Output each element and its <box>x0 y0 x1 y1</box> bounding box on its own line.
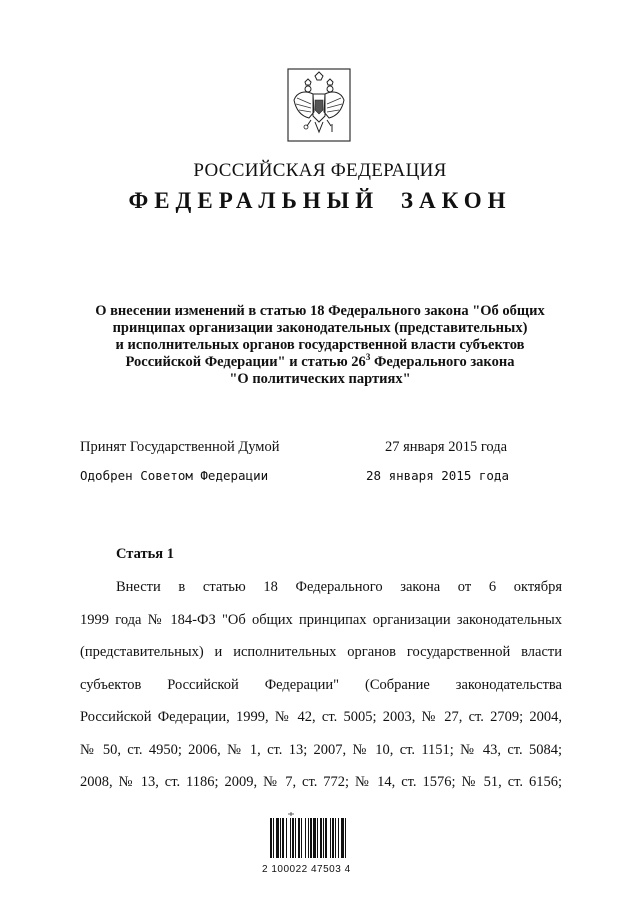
heading-line: и исполнительных органов государственной власти субъектов <box>115 337 525 353</box>
approved-by-council-date: 28 января 2015 года <box>366 468 509 483</box>
article-text-line: Российской Федерации, 1999, № 42, ст. 5005; 2003, № 27, ст. 2709; 2004, <box>80 709 562 725</box>
heading-text: Российской Федерации" и статью 26 <box>125 354 366 370</box>
heading-line: принципах организации законодательных (представительных) <box>112 320 528 336</box>
heading-line <box>60 354 580 371</box>
heading-line: "О политических партиях" <box>229 371 411 387</box>
article-text-line: (представительных) и исполнительных органов государственной власти <box>80 644 562 660</box>
coat-of-arms-emblem <box>287 68 351 142</box>
heading-line: О внесении изменений в статью 18 Федерального закона "Об общих <box>95 303 545 319</box>
heading-text: Федерального закона <box>370 354 515 370</box>
article-text-line: Внести в статью 18 Федерального закона от 6 октября <box>116 579 562 595</box>
adopted-by-duma-date: 27 января 2015 года <box>385 439 508 455</box>
adopted-by-duma-label: Принят Государственной Думой <box>80 439 280 455</box>
barcode-bars <box>268 812 376 864</box>
article-text-line: № 50, ст. 4950; 2006, № 1, ст. 13; 2007, № 10, ст. 1151; № 43, ст. 5084; <box>80 741 562 758</box>
document-type-title: ФЕДЕРАЛЬНЫЙ ЗАКОН <box>128 188 512 213</box>
approved-by-council-label: Одобрен Советом Федерации <box>80 468 269 483</box>
article-body <box>80 577 562 805</box>
article-text-line: субъектов Российской Федерации" (Собрание законодательства <box>80 676 562 693</box>
country-name: РОССИЙСКАЯ ФЕДЕРАЦИЯ <box>193 160 447 181</box>
barcode-number: 2 100022 47503 4 <box>262 864 351 875</box>
article-text-line: 1999 года № 184-ФЗ "Об общих принципах организации законодательных <box>80 611 562 628</box>
article-label: Статья 1 <box>116 546 174 562</box>
superscript-number: 3 <box>365 352 371 362</box>
law-heading <box>60 303 580 388</box>
double-headed-eagle-icon <box>287 68 351 142</box>
article-text-line: 2008, № 13, ст. 1186; 2009, № 7, ст. 772; № 14, ст. 1576; № 51, ст. 6156; <box>80 774 562 790</box>
